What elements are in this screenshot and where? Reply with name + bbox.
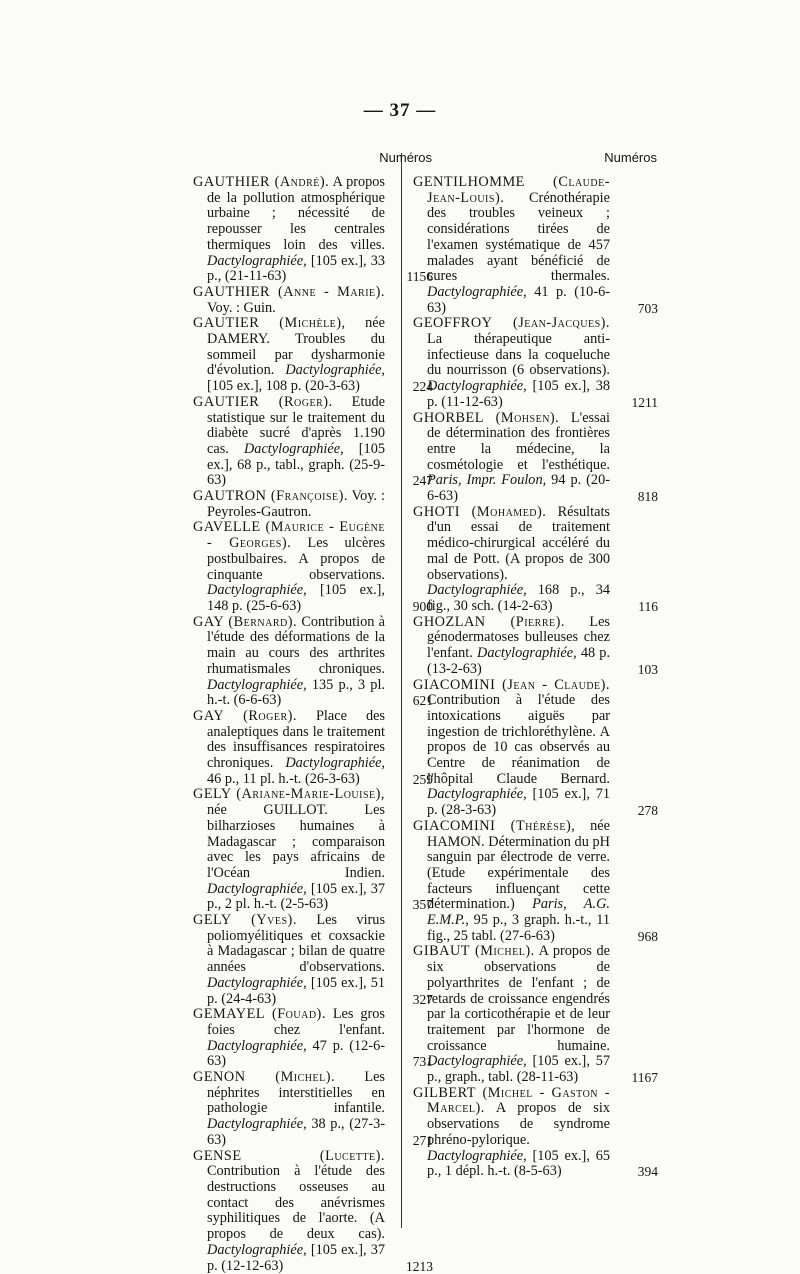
entry-list-right — [413, 174, 658, 1180]
index-entry — [413, 174, 658, 316]
index-entry — [193, 489, 385, 520]
entry-name: GELY (Yves). — [193, 912, 297, 929]
entry-publisher: Dactylographiée, — [207, 974, 307, 991]
entry-name: GIBAUT (Michel). — [413, 943, 535, 960]
entry-publisher: Dactylographiée, — [207, 1241, 307, 1258]
column-header-right: Numéros — [604, 150, 657, 165]
entry-name: GAUTRON (Françoise). — [193, 488, 348, 505]
entry-name: GAUTHIER (Anne - Marie). — [193, 283, 385, 300]
index-entry — [413, 943, 658, 1086]
entry-details: 135 p., 3 pl. h.-t. (6-6-63) — [207, 676, 385, 709]
entry-publisher: Dactylographiée, — [207, 1116, 307, 1133]
entry-publisher: Paris, A.G. E.M.P., — [427, 896, 610, 929]
entry-name: GEMAYEL (Fouad). — [193, 1006, 326, 1023]
column-divider — [401, 153, 402, 1228]
entry-number: 703 — [637, 300, 658, 316]
entry-number: 900 — [412, 598, 433, 614]
index-entry — [193, 786, 433, 913]
entry-number: 247 — [412, 473, 433, 489]
index-entry — [193, 912, 433, 1007]
index-entry — [413, 613, 658, 678]
entry-title: Résultats d'un essai de traitement médico-chirurgical accéléré du mal de Pott. (A propos de 300 observations). — [427, 503, 610, 583]
index-entry — [413, 315, 658, 410]
entry-details: [105 ex.], 33 p., (21-11-63) — [207, 252, 386, 285]
entry-publisher: Paris, Impr. Foulon, — [427, 472, 547, 489]
entry-title: née GUILLOT. Les bilharzioses humaines à Madagascar ; comparaison avec les pays africains de l'Océan Indien. — [207, 802, 385, 881]
entry-name: GENON (Michel). — [193, 1069, 336, 1086]
entry-details: [105 ex.], 57 p., graph., tabl. (28-11-63) — [427, 1053, 610, 1086]
entry-number: 1156 — [406, 269, 433, 285]
entry-title: Crénothérapie des troubles veineux ; considérations tirées de l'examen systématique de 457 malades ayant bénéficié de cures thermales. — [427, 189, 610, 285]
entry-title: Les gros foies chez l'enfant. — [207, 1006, 385, 1038]
entry-name: GENTILHOMME (Claude-Jean-Louis). — [413, 174, 610, 206]
entry-name: GAY (Bernard). — [193, 613, 298, 630]
index-entry — [413, 409, 658, 505]
entry-number: 1211 — [631, 394, 658, 410]
right-column — [413, 150, 658, 1180]
entry-details: [105 ex.], 37 p. (12-12-63) — [207, 1241, 386, 1274]
entry-publisher: Dactylographiée, — [427, 378, 527, 395]
entry-name: GAUTHIER (André). — [193, 174, 330, 190]
entry-number: 621 — [412, 693, 433, 709]
entry-details: 47 p. (12-6-63) — [207, 1037, 386, 1070]
entry-details: [105 ex.], 37 p., 2 pl. h.-t. (2-5-63) — [207, 880, 386, 913]
entry-number: 1213 — [406, 1258, 433, 1274]
entry-title: Les génodermatoses bulleuses chez l'enfant. — [427, 613, 610, 662]
entry-list-left — [193, 174, 433, 1274]
entry-details: [105 ex.], 65 p., 1 dépl. h.-t. (8-5-63) — [427, 1147, 610, 1180]
entry-details: [105 ex.], 71 p. (28-3-63) — [427, 786, 610, 819]
entry-title: Les néphrites interstitielles en pathologie infantile. — [207, 1069, 385, 1117]
entry-name: GHOZLAN (Pierre). — [413, 613, 565, 630]
index-entry — [193, 1006, 433, 1070]
entry-number: 116 — [638, 598, 658, 614]
entry-name: GAY (Roger). — [193, 707, 297, 724]
entry-number: 103 — [637, 661, 658, 677]
entry-name: GEOFFROY (Jean-Jacques). — [413, 315, 610, 332]
entry-number: 224 — [412, 379, 433, 395]
entry-number: 1167 — [631, 1070, 658, 1086]
index-entry — [413, 503, 658, 615]
entry-title: L'essai de détermination des frontières entre la médecine, la cosmétologie et l'esthétique. — [427, 409, 611, 473]
entry-details: 46 p., 11 pl. h.-t. (26-3-63) — [207, 770, 360, 787]
entry-title: Contribution à l'étude des déformations de la main au cours des arthrites rhumatismales chroniques. — [207, 613, 385, 677]
entry-number: 968 — [637, 928, 658, 944]
entry-number: 394 — [637, 1164, 658, 1180]
entry-number: 327 — [412, 991, 433, 1007]
entry-title: Place des analeptiques dans le traitement des insuffisances respiratoires chroniques. — [207, 707, 385, 772]
entry-publisher: Dactylographiée, — [207, 676, 307, 693]
entry-title: La thérapeutique anti-infectieuse dans la coqueluche du nourrisson (6 observations). — [427, 331, 610, 379]
entry-number: 357 — [412, 897, 433, 913]
entry-name: GAUTIER (Roger). — [193, 393, 333, 410]
entry-publisher: Dactylographiée, — [243, 440, 344, 457]
entry-publisher: Dactylographiée, — [285, 755, 385, 772]
entry-publisher: Dactylographiée, — [427, 786, 527, 803]
entry-name: GIACOMINI (Thérèse), — [413, 817, 576, 834]
index-entry — [193, 315, 433, 395]
index-entry — [193, 285, 385, 316]
entry-details: 94 p. (20-6-63) — [427, 472, 610, 505]
entry-number: 818 — [637, 489, 658, 505]
index-entry — [193, 393, 433, 489]
entry-title: Contribution à l'étude des destructions osseuses au contact des anévrismes syphilitiques de l'aorte. (A propos de deux cas). — [207, 1163, 385, 1243]
entry-title: née HAMON. Détermination du pH sanguin par électrode de verre. (Etude expérimentale des facteurs influençant cette détermination.) — [427, 817, 610, 913]
index-entry — [193, 613, 433, 709]
entry-name: GHOTI (Mohamed). — [413, 503, 547, 520]
entry-publisher: Dactylographiée, — [477, 645, 577, 662]
entry-details: [105 ex.], 38 p. (11-12-63) — [427, 378, 610, 410]
entry-title: Contribution à l'étude des intoxications aiguës par ingestion de trichloréthylène. A propos de 10 cas observés au Centre de réanimation de l'hôpital Claude Bernard. — [427, 692, 610, 787]
entry-name: GAVELLE (Maurice - Eugène - Georges). — [193, 519, 385, 552]
entry-title: Voy. : Peyroles-Gautron. — [207, 488, 385, 520]
entry-title: Etude statistique sur le traitement du diabète sucré d'après 1.190 cas. — [207, 393, 386, 457]
entry-details: [105 ex.], 68 p., tabl., graph. (25-9-63) — [207, 440, 385, 489]
index-entry — [413, 1084, 658, 1180]
entry-details: 41 p. (10-6-63) — [427, 283, 610, 316]
entry-details: 95 p., 3 graph. h.-t., 11 fig., 25 tabl. (27-6-63) — [427, 912, 610, 944]
page-number: — 37 — — [363, 100, 437, 121]
entry-publisher: Dactylographiée, — [207, 880, 307, 897]
entry-publisher: Dactylographiée, — [427, 1147, 527, 1164]
entry-name: GHORBEL (Mohsen). — [413, 409, 560, 426]
entry-details: 48 p. (13-2-63) — [427, 645, 611, 677]
entry-title: Les virus poliomyélitiques et coxsackie à Madagascar ; bilan de quatre années d'observations. — [207, 912, 386, 976]
index-entry — [193, 519, 433, 614]
entry-name: GENSE (Lucette). — [193, 1147, 385, 1164]
entry-title: A propos de la pollution atmosphérique urbaine ; nécessité de repousser les centrales thermiques loin des villes. — [207, 174, 385, 253]
entry-publisher: Dactylographiée, — [207, 1037, 307, 1054]
entry-publisher: Dactylographiée, — [427, 283, 527, 300]
entry-title: A propos de six observations de polyarthrites de l'enfant ; de retards de croissance engendrés par la corticothérapie et de leur traitement par l'hormone de croissance humaine. — [427, 943, 610, 1054]
entry-number: 278 — [637, 803, 658, 819]
entry-title: Voy. : Guin. — [207, 299, 276, 316]
entry-number: 259 — [412, 771, 433, 787]
index-entry — [413, 817, 658, 945]
entry-details: [105 ex.], 108 p. (20-3-63) — [207, 378, 360, 395]
entry-publisher: Dactylographiée, — [285, 362, 385, 379]
index-entry — [193, 1147, 433, 1274]
entry-number: 731 — [412, 1054, 433, 1070]
entry-details: 168 p., 34 fig., 30 sch. (14-2-63) — [427, 582, 611, 614]
entry-publisher: Dactylographiée, — [427, 582, 527, 599]
entry-title: A propos de six observations de syndrome phréno-pylorique. — [427, 1100, 610, 1148]
entry-name: GAUTIER (Michèle), — [193, 315, 346, 332]
index-entry — [413, 676, 658, 819]
entry-details: [105 ex.], 148 p. (25-6-63) — [207, 582, 386, 614]
entry-title: née DAMERY. Troubles du sommeil par dysharmonie d'évolution. — [207, 315, 385, 379]
entry-details: [105 ex.], 51 p. (24-4-63) — [207, 974, 386, 1007]
entry-name: GIACOMINI (Jean - Claude). — [413, 676, 610, 693]
left-column — [193, 150, 433, 1274]
column-header-left: Numéros — [379, 150, 432, 165]
entry-publisher: Dactylographiée, — [207, 252, 307, 269]
entry-publisher: Dactylographiée, — [427, 1053, 527, 1070]
entry-number: 271 — [412, 1132, 433, 1148]
index-entry — [193, 707, 433, 788]
entry-title: Les ulcères postbulbaires. A propos de cinquante observations. — [207, 535, 386, 583]
index-entry — [193, 174, 433, 285]
index-entry — [193, 1069, 433, 1149]
entry-publisher: Dactylographiée, — [207, 582, 307, 599]
entry-name: GELY (Ariane-Marie-Louise), — [193, 786, 385, 803]
entry-name: GILBERT (Michel - Gaston - Marcel). — [413, 1084, 610, 1117]
entry-details: 38 p., (27-3-63) — [207, 1116, 385, 1148]
